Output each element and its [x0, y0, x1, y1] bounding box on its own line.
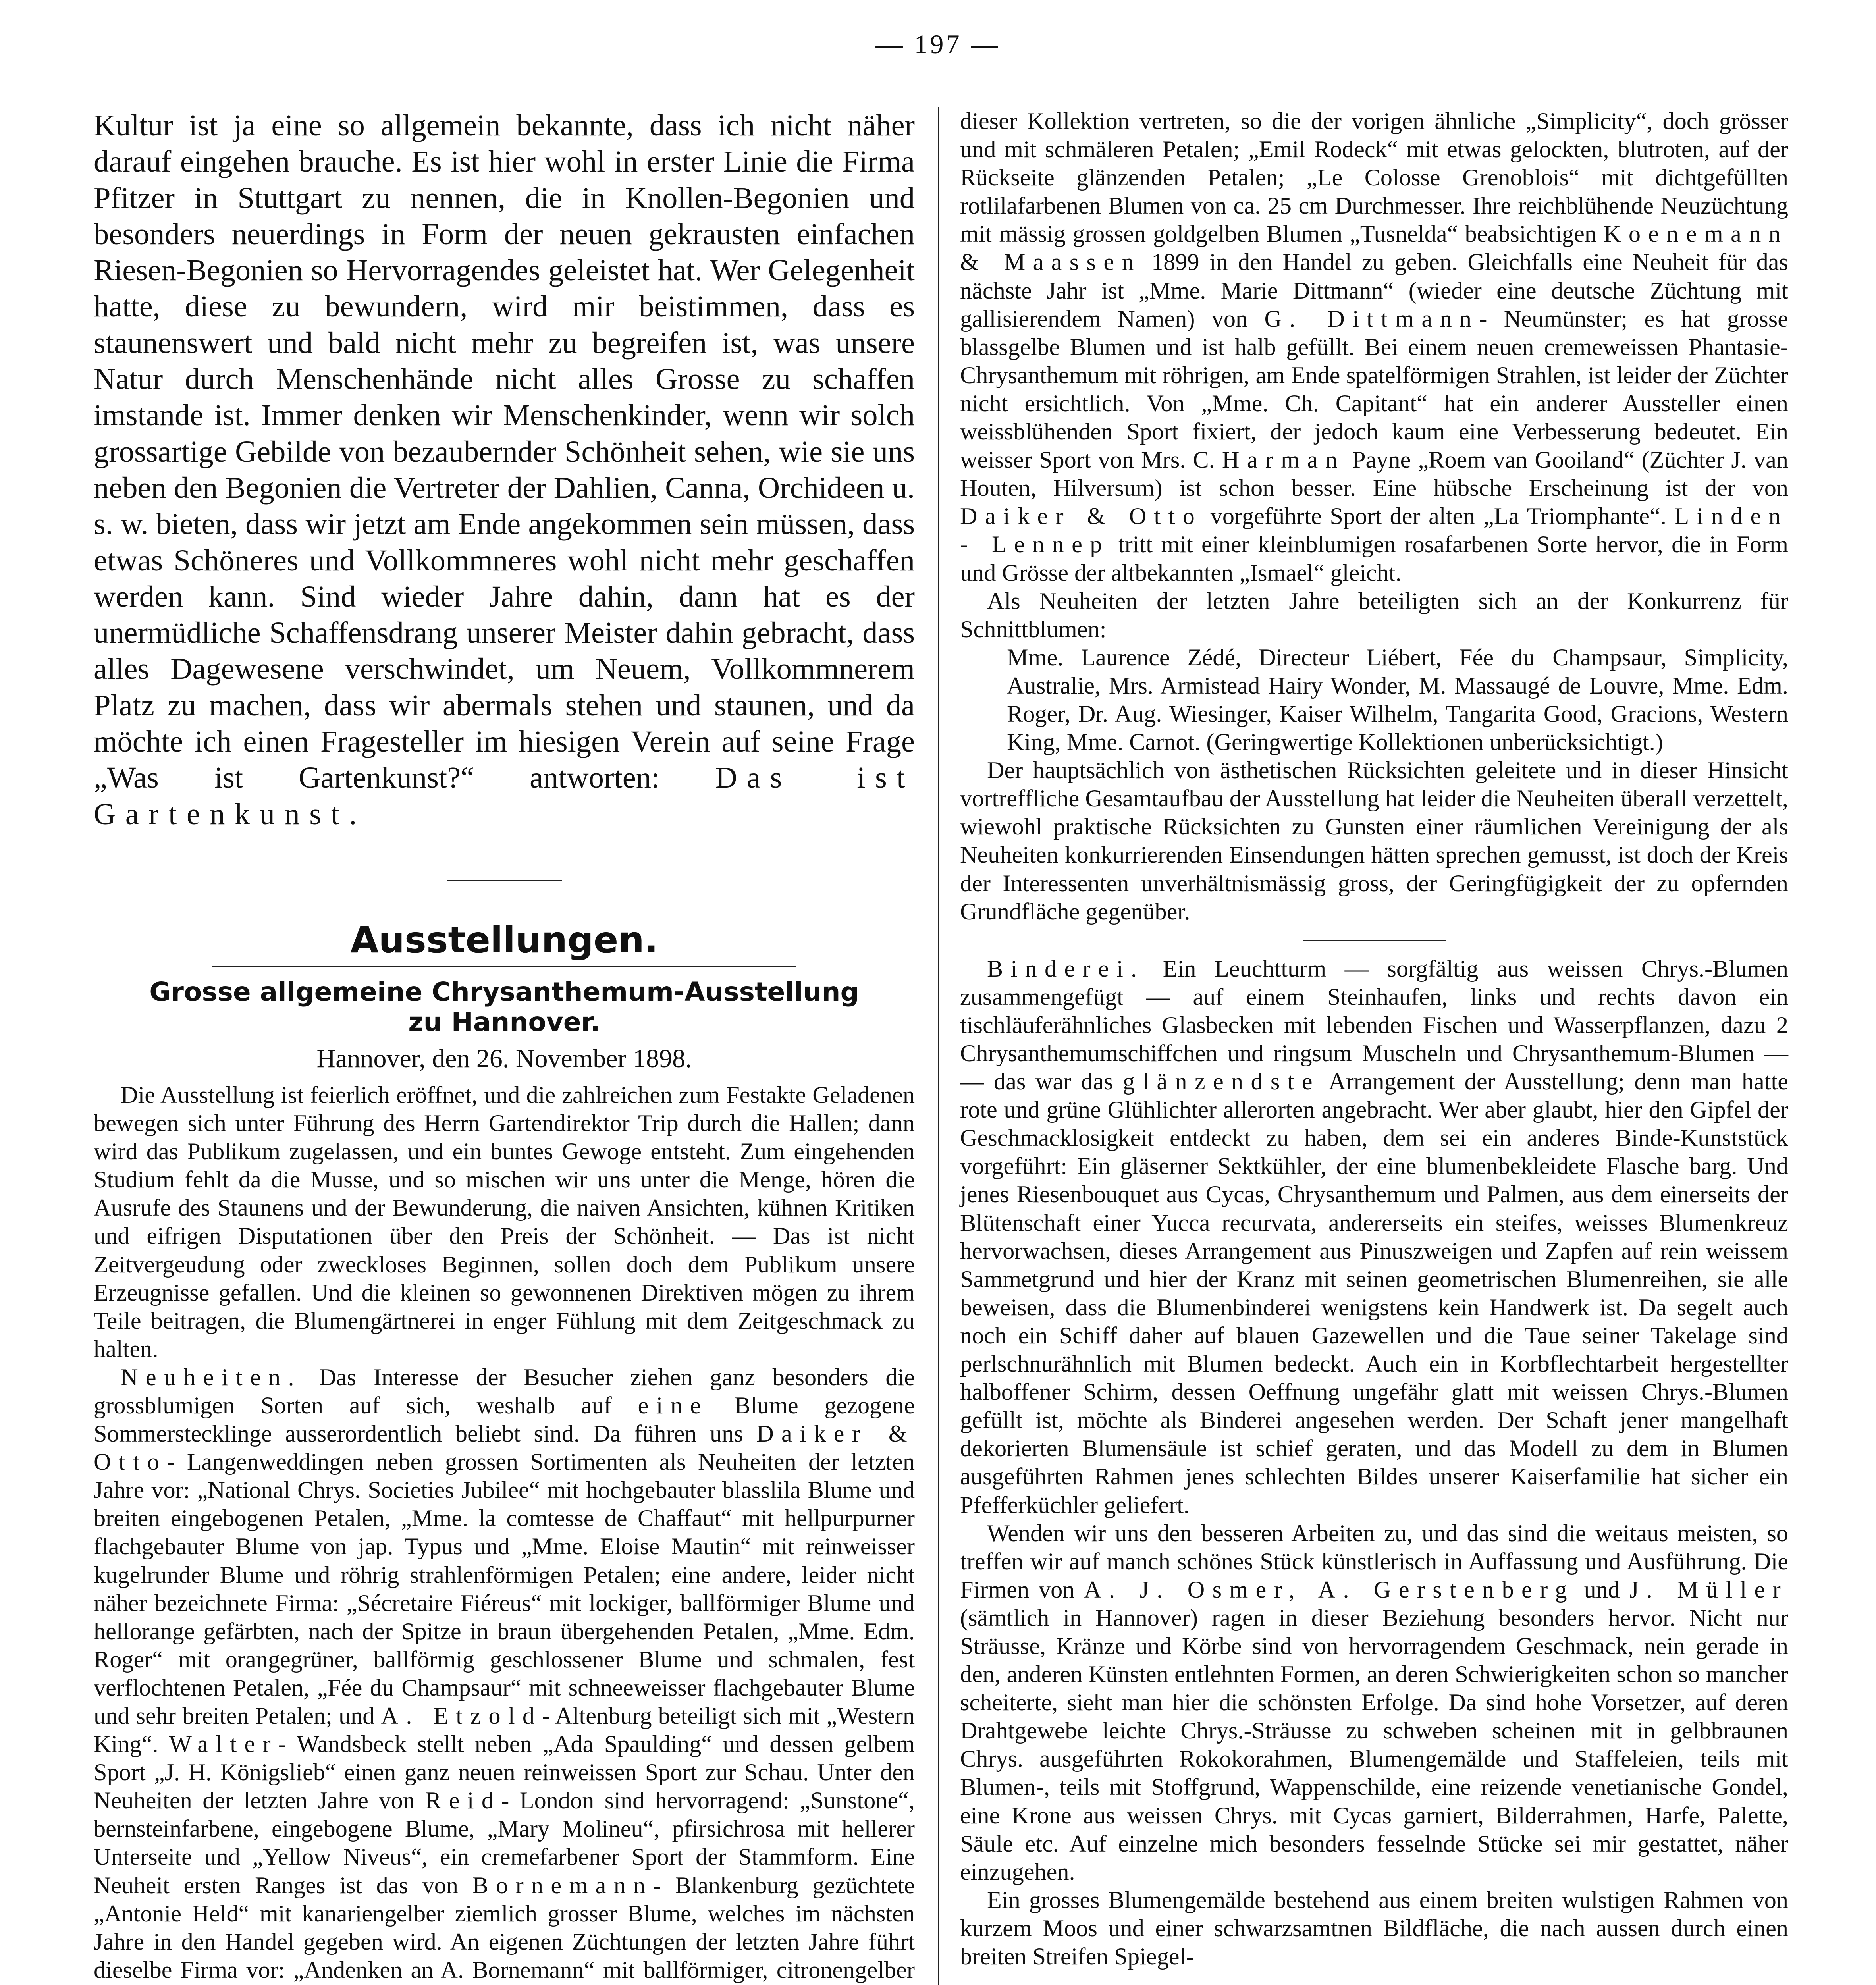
- intro-text: Kultur ist ja eine so allgemein bekannte, dass ich nicht näher darauf eingehen brauche. Es ist hier wohl in erster Linie die Firma Pfitzer in Stuttgart zu nennen, die in Knollen-Begonien und besonders neuerdings in Form der neuen gekrausten einfachen Riesen-Begonien so Hervorragendes geleistet hat. Wer Gelegenheit hatte, diese zu bewundern, wird mir beistimmen, dass es staunenswert und bald nicht mehr zu begreifen ist, was unsere Natur durch Menschenhände nicht alles Grosse zu schaffen imstande ist. Immer denken wir Menschenkinder, wenn wir solch grossartige Gebilde von bezaubernder Schönheit sehen, wie sie uns neben den Begonien die Vertreter der Dahlien, Canna, Orchideen u. s. w. bieten, dass wir jetzt am Ende angekommen sein müssen, dass etwas Schöneres und Vollkommneres wohl nicht mehr geschaffen werden kann. Sind wieder Jahre dahin, dann hat es der unermüdliche Schaffensdrang unserer Meister dahin gebracht, dass alles Dagewesene verschwindet, um Neuem, Vollkommnerem Platz zu machen, dass wir abermals stehen und staunen, und da möchte ich einen Fragesteller im hiesigen Verein auf seine Frage „Was ist Gartenkunst?“ antworten:: [94, 108, 915, 795]
- emphasis-run: glänzendste: [1122, 1068, 1320, 1095]
- text-run: tritt mit einer kleinblumigen rosafarbenen Sorte hervor, die in Form und Grösse der altbekannten „Ismael“ gleicht.: [960, 531, 1789, 586]
- paragraph-better-works: [960, 1519, 1788, 1886]
- column-divider: [938, 107, 939, 1985]
- binderei-lead: Binderei.: [987, 955, 1145, 982]
- right-column: [960, 107, 1788, 1971]
- separator-rule: [447, 880, 562, 881]
- section-heading: Ausstellungen.: [350, 918, 658, 961]
- text-run: - Neumünster; es hat grosse blassgelbe Blumen und ist halb gefüllt. Bei einem neuen cremeweissen Phantasie-Chrysanthemum mit röhrigen, am Ende spatelförmigen Strahlen, ist leider der Züchter nicht ersichtlich. Von „Mme. Ch. Capitant“ hat ein anderer Aussteller einen weissblühenden Sport fixiert, der jedoch kaum eine Verbesserung bedeutet. Ein weisser Sport von Mrs. C.: [960, 305, 1788, 474]
- firm-name: Walter: [169, 1731, 278, 1758]
- text-run: dieser Kollektion vertreten, so die der vorigen ähnliche „Simplicity“, doch grösser und mit schmäleren Petalen; „Emil Rodeck“ mit etwas gelockten, blutroten, auf der Rückseite glänzenden Petalen; „Le Colosse Grenoblois“ mit dichtgefüllten rotlilafarbenen Blumen von ca. 25 cm Durchmesser. Ihre reichblühende Neuzüchtung mit mässig grossen goldgelben Blumen „Tusnelda“ beabsichtigen: [960, 108, 1788, 248]
- article-title: [94, 977, 915, 1037]
- firm-name: G. Dittmann: [1264, 305, 1479, 332]
- article-title-line-1: Grosse allgemeine Chrysanthemum-Ausstellung: [149, 976, 859, 1007]
- text-run: Blume gezogene Sommerstecklinge ausserordentlich beliebt sind. Da führen uns: [94, 1392, 915, 1447]
- neuheiten-lead: Neuheiten.: [121, 1364, 302, 1391]
- text-run: Ein Leuchtturm — sorgfältig aus weissen Chrys.-Blumen zusammengefügt — auf einem Steinhaufen, links und rechts davon ein tischläuferähnliches Glasbecken mit lebenden Fischen und Wasserpflanzen, dazu 2 Chrysanthemumschiffchen und ringsum Muscheln und Chrysanthemum-Blumen — — das war das: [960, 955, 1789, 1095]
- dateline: Hannover, den 26. November 1898.: [316, 1044, 692, 1073]
- paragraph-collection-continued: [960, 107, 1788, 587]
- firm-name: Daiker & Otto: [94, 1420, 915, 1476]
- intro-section: [94, 107, 915, 832]
- firm-name: Koenemann & Maassen: [960, 221, 1788, 276]
- emphasis-run: eine: [638, 1392, 709, 1419]
- text-run: - Langenweddingen neben grossen Sortimenten als Neuheiten der letzten Jahre vor: „National Chrys. Societies Jubilee“ mit hochgebauter blasslila Blume und breiten eingebogenen Petalen, „Mme. la comtesse de Chaffaut“ mit hellpurpurner flachgebauter Blume von jap. Typus und „Mme. Eloise Mautin“ mit reinweisser kugelrunder Blume und röhrig strahlenförmigen Petalen; eine andere, leider nicht näher bezeichnete Firma: „Sécretaire Fiéreus“ mit lockiger, ballförmiger Blume und hellorange gefärbten, nach der Spitze in braun übergehenden Petalen, „Mme. Edm. Roger“ mit orangegrüner, ballförmig geschlossener Blume und schmalen, fest verflochtenen Petalen, „Fée du Champsaur“ mit schneeweisser flachgebauter Blume und sehr breiten Petalen; und: [94, 1449, 915, 1729]
- separator-rule: [1303, 940, 1446, 941]
- paragraph-intro-exhibition: Die Ausstellung ist feierlich eröffnet, und die zahlreichen zum Festakte Geladenen bewegen sich unter Führung des Herrn Gartendirektor Trip durch die Hallen; dann wird das Publikum zugelassen, und ein buntes Gewoge entsteht. Zum eingehenden Studium fehlt da die Musse, und so mischen wir uns unter die Menge, hören die Ausrufe des Staunens und der Bewunderung, die naiven Ansichten, kühnen Kritiken und eifrigen Disputationen über den Preis der Schönheit. — Das ist nicht Zeitvergeudung oder zweckloses Beginnen, sollen doch dem Publikum unsere Erzeugnisse gefallen. Und die kleinen so gewonnenen Direktiven mögen zu ihrem Teile beitragen, die Blumengärtnerei in enger Fühlung mit dem Zeitgeschmack zu halten.: [94, 1081, 915, 1363]
- text-run: - Wandsbeck stellt neben „Ada Spaulding“ und dessen gelbem Sport „J. H. Königslieb“ einen ganz neuen reinweissen Sport zur Schau. Unter den Neuheiten der letzten Jahre von: [94, 1731, 915, 1814]
- firm-name: A. Etzold: [381, 1703, 542, 1729]
- section-rule: [212, 966, 796, 967]
- firm-name: A. J. Osmer, A. Gerstenberg: [1084, 1576, 1575, 1603]
- text-run: Das Interesse der Besucher ziehen ganz besonders die grossblumigen Sorten auf sich, weshalb auf: [94, 1364, 915, 1419]
- paragraph-flower-painting: Ein grosses Blumengemälde bestehend aus einem breiten wulstigen Rahmen von kurzem Moos und einer schwarzsamtnen Bildfläche, die nach aussen durch einen breiten Streifen Spiegel-: [960, 1887, 1788, 1970]
- text-run: vorgeführte Sport der alten „La Triomphante“.: [1210, 503, 1666, 530]
- text-run: Arrangement der Ausstellung; denn man hatte rote und grüne Glühlichter allerorten angebracht. Wer aber glaubt, hier den Gipfel der Geschmacklosigkeit entdeckt zu haben, dem sei ein anderes Binde-Kunststück vorgeführt: Ein gläserner Sektkühler, der eine blumenbekleidete Flasche barg. Und jenes Riesenbouquet aus Cycas, Chrysanthemum und Palmen, aus dem einerseits der Blütenschaft einer Yucca recurvata, andererseits ein steifes, weisses Blumenkreuz hervorwachsen, dieses Arrangement aus Pinuszweigen und Zapfen auf rein weissem Sammetgrund und hier der Kranz mit seinen geometrischen Blumenreihen, sie alle beweisen, dass die Blumenbinderei wenigstens kein Handwerk ist. Da segelt auch noch ein Schiff daher auf blauen Gazewellen und die Taue seiner Takelage sind perlschnurähnlich mit Blumen bedeckt. Auch ein in Korbflechtarbeit hergestellter halboffener Schirm, dessen Oeffnung ungefähr glatt mit weissen Chrys.-Blumen gefüllt ist, möchte als Binderei angesehen werden. Der Schaft jener mangelhaft dekorierten Blumensäule ist schief geraten, und das Modell zu dem in Blumen ausgeführten Rahmen jenes schlechten Bildes unserer Kaiserfamilie hat sicher ein Pfefferküchler geliefert.: [960, 1068, 1788, 1519]
- text-run: Wenden wir uns den besseren Arbeiten zu, und das sind die weitaus meisten, so treffen wir auf manch schönes Stück künstlerisch in Auffassung und Ausführung. Die Firmen von: [960, 1520, 1788, 1603]
- firm-name: Reid: [425, 1787, 501, 1814]
- intro-paragraph: [94, 107, 915, 832]
- left-column: [94, 107, 915, 1985]
- paragraph-cut-flowers: Als Neuheiten der letzten Jahre beteiligten sich an der Konkurrenz für Schnittblumen:: [960, 588, 1788, 643]
- text-run: Payne „Roem van Gooiland“ (Züchter J. van Houten, Hilversum) ist schon besser. Eine hübsche Erscheinung ist der von: [960, 447, 1789, 502]
- cultivar-list: [960, 644, 1788, 756]
- firm-name: Bornemann: [472, 1872, 653, 1899]
- paragraph-layout-critique: Der hauptsächlich von ästhetischen Rücksichten geleitete und in dieser Hinsicht vortreffliche Gesamtaufbau der Ausstellung hat leider die Neuheiten überall verzettelt, wiewohl praktische Rücksichten zu Gunsten einer räumlichen Vereinigung der als Neuheiten konkurrierenden Einsendungen hätten sprechen gemusst, ist doch der Kreis der Interessenten unverhältnismässig gross, der Geringfügigkeit der zu opfernden Grundfläche gegenüber.: [960, 757, 1788, 925]
- cultivar-list-text: Mme. Laurence Zédé, Directeur Liébert, Fée du Champsaur, Simplicity, Australie, Mrs. Armistead Hairy Wonder, M. Massaugé de Louvre, Mme. Edm. Roger, Dr. Aug. Wiesinger, Kaiser Wilhelm, Tangarita Good, Gracions, Western King, Mme. Carnot. (Geringwertige Kollektionen unberücksichtigt.): [1007, 644, 1788, 756]
- text-run: 1899 in den Handel zu geben. Gleichfalls eine Neuheit für das nächste Jahr ist „Mme. Marie Dittmann“ (wieder eine deutsche Züchtung mit gallisierendem Namen) von: [960, 249, 1789, 332]
- text-run: (sämtlich in Hannover) ragen in dieser Beziehung besonders hervor. Nicht nur Sträusse, Kränze und Körbe sind von hervorragendem Geschmack, nein gerade in den, anderen Künsten entlehnten Formen, an deren Schwierigkeiten schon so mancher scheiterte, sieht man hier die schönsten Erfolge. Da sind hohe Vorsetzer, auf deren Drahtgewebe leichte Chrys.-Sträusse zu schweben scheinen mit in gelbbraunen Chrys. ausgeführten Rokokorahmen, Blumengemälde und Staffeleien, teils mit Blumen-, teils mit Stoffgrund, Wappenschilde, eine reizende venetianische Gondel, eine Krone aus weissen Chrys. mit Cycas garniert, Bilderrahmen, Harfe, Palette, Säule etc. Auf einzelne mich besonders fesselnde Stücke sei mir gestattet, näher einzugehen.: [960, 1604, 1788, 1885]
- paragraph-neuheiten: [94, 1363, 915, 1985]
- intro-answer: Das ist Gartenkunst.: [94, 761, 915, 831]
- article-body-left: [94, 1081, 915, 1985]
- article-title-line-2: zu Hannover.: [408, 1006, 600, 1037]
- firm-name: Daiker & Otto: [960, 503, 1203, 530]
- text-run: - Altenburg beteiligt sich mit „Western King“.: [94, 1703, 915, 1758]
- page-number: — 197 —: [875, 29, 1001, 59]
- text-run: - Blankenburg gezüchtete „Antonie Held“ mit kanariengelber ziemlich grosser Blume, welches im nächsten Jahre in den Handel gegeben wird. An eigenen Züchtungen der letzten Jahre führt dieselbe Firma vor: „Andenken an A. Bornemann“ mit ballförmiger, citronengelber: [94, 1872, 915, 1983]
- text-run: und: [1584, 1576, 1620, 1603]
- text-run: - London sind hervorragend: „Sunstone“, bernsteinfarbene, eingebogene Blume, „Mary Molineu“, pfirsichrosa mit hellerer Unterseite und „Yellow Niveus“, ein cremefarbener Sport der Stammform. Eine Neuheit ersten Ranges ist das von: [94, 1787, 915, 1899]
- paragraph-binderei: [960, 955, 1788, 1519]
- firm-name: Harman: [1222, 447, 1345, 474]
- firm-name: J. Müller: [1629, 1576, 1788, 1603]
- firm-name: Linden - Lennep: [960, 503, 1788, 558]
